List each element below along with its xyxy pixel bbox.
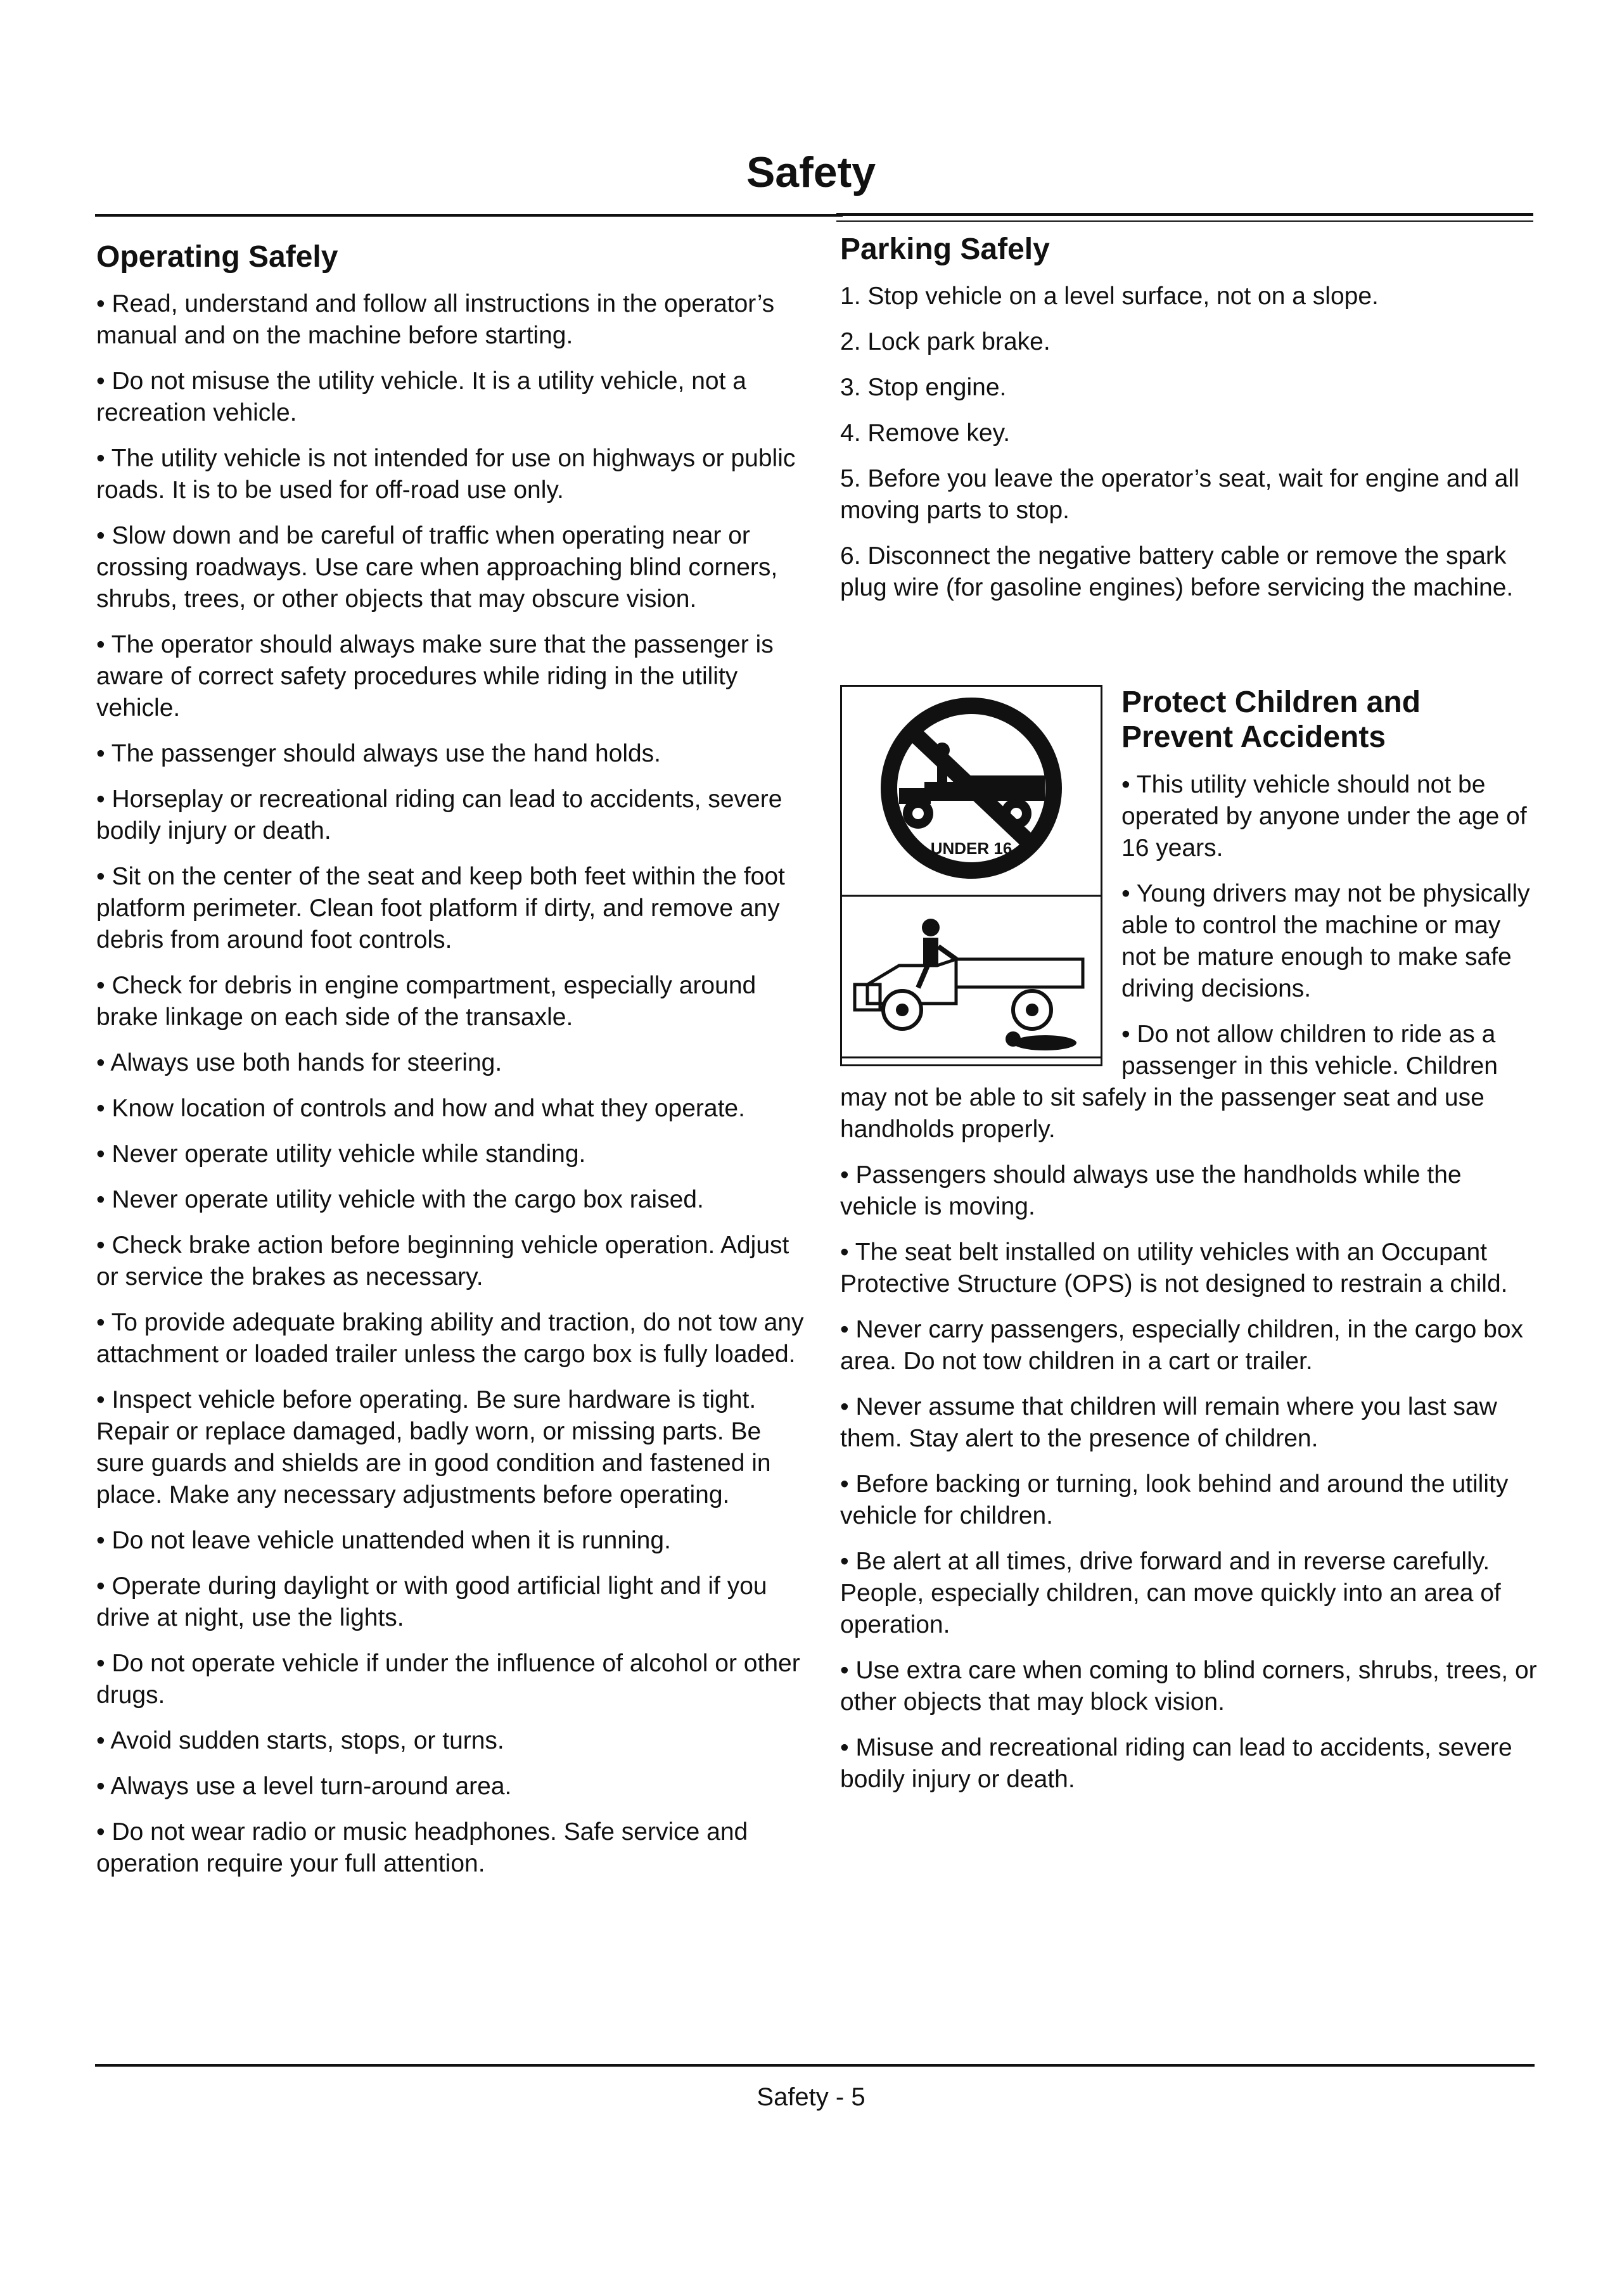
right-column xyxy=(840,232,1537,1809)
list-item: • Be alert at all times, drive forward and in reverse carefully. People, especially children, can move quickly into an area of operation. xyxy=(840,1547,1501,1638)
list-item: • Check for debris in engine compartment, especially around brake linkage on each side of the transaxle. xyxy=(96,972,757,1031)
list-item: • To provide adequate braking ability and traction, do not tow any attachment or loaded trailer unless the cargo box is fully loaded. xyxy=(96,1309,804,1368)
under-16-label: UNDER 16 xyxy=(930,839,1012,858)
footer-rule xyxy=(95,2064,1535,2067)
list-item: • Never carry passengers, especially children, in the cargo box area. Do not tow children in a cart or trailer. xyxy=(840,1315,1524,1375)
list-item: • Do not operate vehicle if under the influence of alcohol or other drugs. xyxy=(96,1650,800,1709)
list-item: • Use extra care when coming to blind corners, shrubs, trees, or other objects that may block vision. xyxy=(840,1656,1537,1716)
list-item: • Never operate utility vehicle while standing. xyxy=(96,1140,586,1168)
list-item: 2. Lock park brake. xyxy=(840,328,1050,356)
list-item: • This utility vehicle should not be operated by anyone under the age of 16 years. xyxy=(1121,770,1527,862)
operating-safely-heading: Operating Safely xyxy=(96,240,338,274)
list-item: • Never operate utility vehicle with the cargo box raised. xyxy=(96,1186,704,1214)
list-item: • Slow down and be careful of traffic when operating near or crossing roadways. Use care when approaching blind corners, shrubs, trees, or other objects that may obscure vision. xyxy=(96,522,778,613)
page-title: Safety xyxy=(746,148,876,196)
list-item: • Horseplay or recreational riding can lead to accidents, severe bodily injury or death. xyxy=(96,786,782,845)
list-item: 5. Before you leave the operator’s seat, wait for engine and all moving parts to stop. xyxy=(840,465,1519,525)
list-item: • Inspect vehicle before operating. Be sure hardware is tight. Repair or replace damaged, badly worn, or missing parts. Be sure guards and shields are in good condition and fastened in place. Make any necessary adjustments before operating. xyxy=(96,1386,771,1509)
operating-safely-section xyxy=(96,239,806,1894)
list-item: • Do not wear radio or music headphones. Safe service and operation require your full attention. xyxy=(96,1818,748,1878)
header-rule-thin xyxy=(836,220,1533,222)
list-item: • Misuse and recreational riding can lead to accidents, severe bodily injury or death. xyxy=(840,1733,1512,1793)
list-item: 1. Stop vehicle on a level surface, not on a slope. xyxy=(840,283,1379,310)
header-rule xyxy=(95,214,843,217)
list-item: 3. Stop engine. xyxy=(840,374,1007,402)
list-item: • Sit on the center of the seat and keep both feet within the foot platform perimeter. Clean foot platform if dirty, and remove any debris from around foot controls. xyxy=(96,863,785,954)
list-item: • Do not leave vehicle unattended when it is running. xyxy=(96,1527,671,1555)
list-item: • Passengers should always use the handholds while the vehicle is moving. xyxy=(840,1161,1462,1220)
safety-illustration xyxy=(840,685,1102,1066)
list-item: • Operate during daylight or with good artificial light and if you drive at night, use the lights. xyxy=(96,1572,767,1632)
no-child-driver-icon xyxy=(842,687,1101,1064)
list-item: • Never assume that children will remain where you last saw them. Stay alert to the presence of children. xyxy=(840,1393,1497,1452)
list-item: 4. Remove key. xyxy=(840,419,1011,447)
list-item: • Know location of controls and how and what they operate. xyxy=(96,1095,745,1123)
list-item: • Before backing or turning, look behind and around the utility vehicle for children. xyxy=(840,1470,1509,1529)
list-item: • Do not misuse the utility vehicle. It is a utility vehicle, not a recreation vehicle. xyxy=(96,367,746,427)
list-item: • Do not allow children to ride as a passenger in this vehicle. Children may not be able to sit safely in the passenger seat and use handholds properly. xyxy=(840,1020,1498,1143)
protect-children-section xyxy=(840,685,1537,1795)
page-number: Safety - 5 xyxy=(757,2083,865,2111)
list-item: • Young drivers may not be physically able to control the machine or may not be mature enough to make safe driving decisions. xyxy=(1121,879,1530,1002)
header-rule-thick xyxy=(836,213,1533,216)
list-item: • The passenger should always use the hand holds. xyxy=(96,740,661,768)
list-item: • The utility vehicle is not intended for use on highways or public roads. It is to be used for off-road use only. xyxy=(96,445,796,504)
list-item: • Avoid sudden starts, stops, or turns. xyxy=(96,1727,504,1755)
parking-safely-heading: Parking Safely xyxy=(840,233,1050,266)
list-item: • Read, understand and follow all instructions in the operator’s manual and on the machine before starting. xyxy=(96,290,775,350)
list-item: • The seat belt installed on utility vehicles with an Occupant Protective Structure (OPS) is not designed to restrain a child. xyxy=(840,1238,1508,1298)
list-item: • Check brake action before beginning vehicle operation. Adjust or service the brakes as necessary. xyxy=(96,1232,789,1291)
list-item: • Always use a level turn-around area. xyxy=(96,1773,512,1801)
list-item: • The operator should always make sure that the passenger is aware of correct safety procedures while riding in the utility vehicle. xyxy=(96,631,774,722)
parking-safely-section xyxy=(840,232,1537,604)
list-item: • Always use both hands for steering. xyxy=(96,1049,502,1077)
list-item: 6. Disconnect the negative battery cable or remove the spark plug wire (for gasoline engines) before servicing the machine. xyxy=(840,542,1514,602)
protect-children-heading: Protect Children and Prevent Accidents xyxy=(1121,686,1421,755)
